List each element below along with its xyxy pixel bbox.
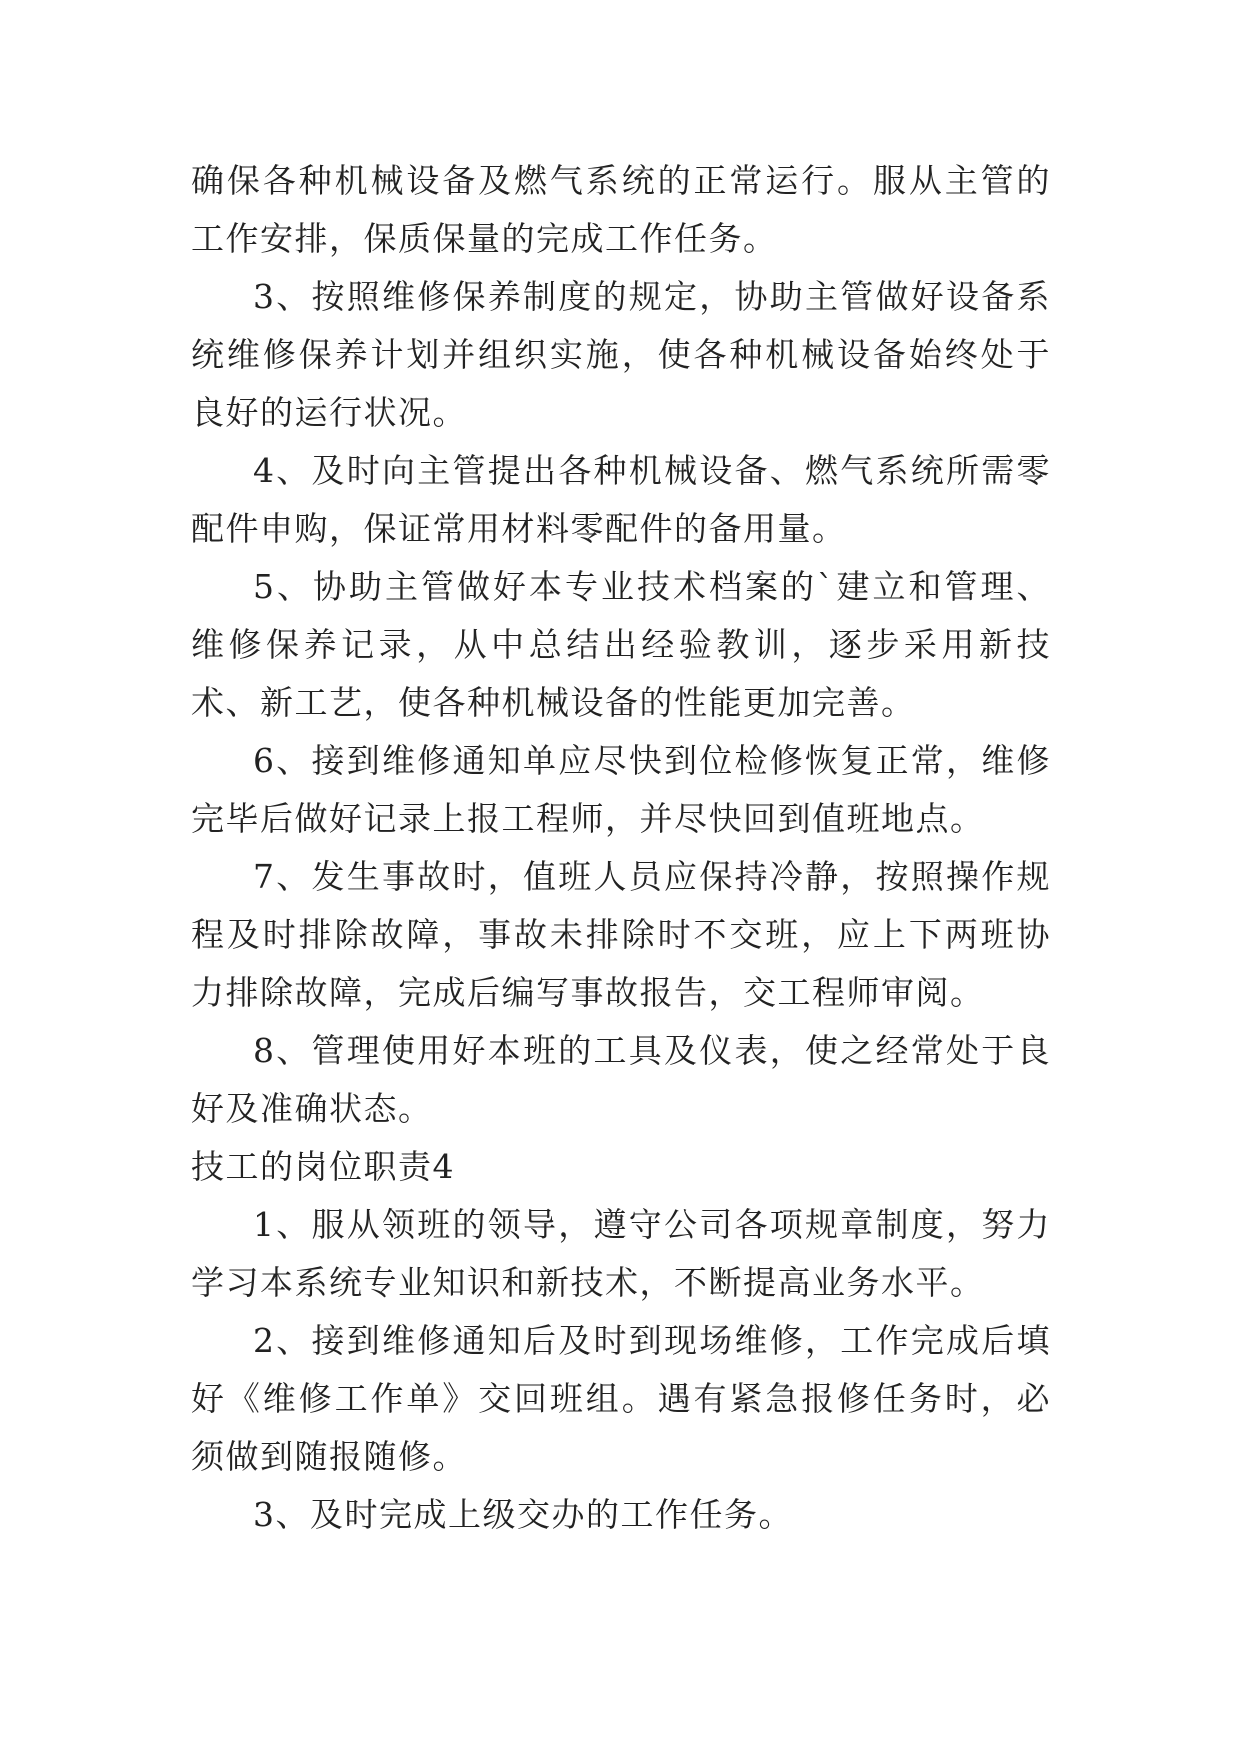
- section-heading: 技工的岗位职责4: [191, 1147, 455, 1186]
- paragraph-item-4: 4、及时向主管提出各种机械设备、燃气系统所需零配件申购，保证常用材料零配件的备用量。: [191, 451, 1051, 548]
- paragraph-continuation: 确保各种机械设备及燃气系统的正常运行。服从主管的工作安排，保质保量的完成工作任务。: [191, 161, 1051, 258]
- document-body: [191, 152, 1051, 1544]
- paragraph-item-7: 7、发生事故时，值班人员应保持冷静，按照操作规程及时排除故障，事故未排除时不交班，应上下两班协力排除故障，完成后编写事故报告，交工程师审阅。: [191, 857, 1051, 1012]
- paragraph-item-3: 3、按照维修保养制度的规定，协助主管做好设备系统维修保养计划并组织实施，使各种机械设备始终处于良好的运行状况。: [191, 277, 1051, 432]
- paragraph-item-5: 5、协助主管做好本专业技术档案的`建立和管理、维修保养记录，从中总结出经验教训，逐步采用新技术、新工艺，使各种机械设备的性能更加完善。: [191, 567, 1051, 722]
- paragraph-item-3b: 3、及时完成上级交办的工作任务。: [253, 1495, 793, 1534]
- paragraph-item-8: 8、管理使用好本班的工具及仪表，使之经常处于良好及准确状态。: [191, 1031, 1051, 1128]
- paragraph-item-2: 2、接到维修通知后及时到现场维修，工作完成后填好《维修工作单》交回班组。遇有紧急报修任务时，必须做到随报随修。: [191, 1321, 1051, 1476]
- paragraph-item-1: 1、服从领班的领导，遵守公司各项规章制度，努力学习本系统专业知识和新技术，不断提高业务水平。: [191, 1205, 1051, 1302]
- paragraph-item-6: 6、接到维修通知单应尽快到位检修恢复正常，维修完毕后做好记录上报工程师，并尽快回到值班地点。: [191, 741, 1051, 838]
